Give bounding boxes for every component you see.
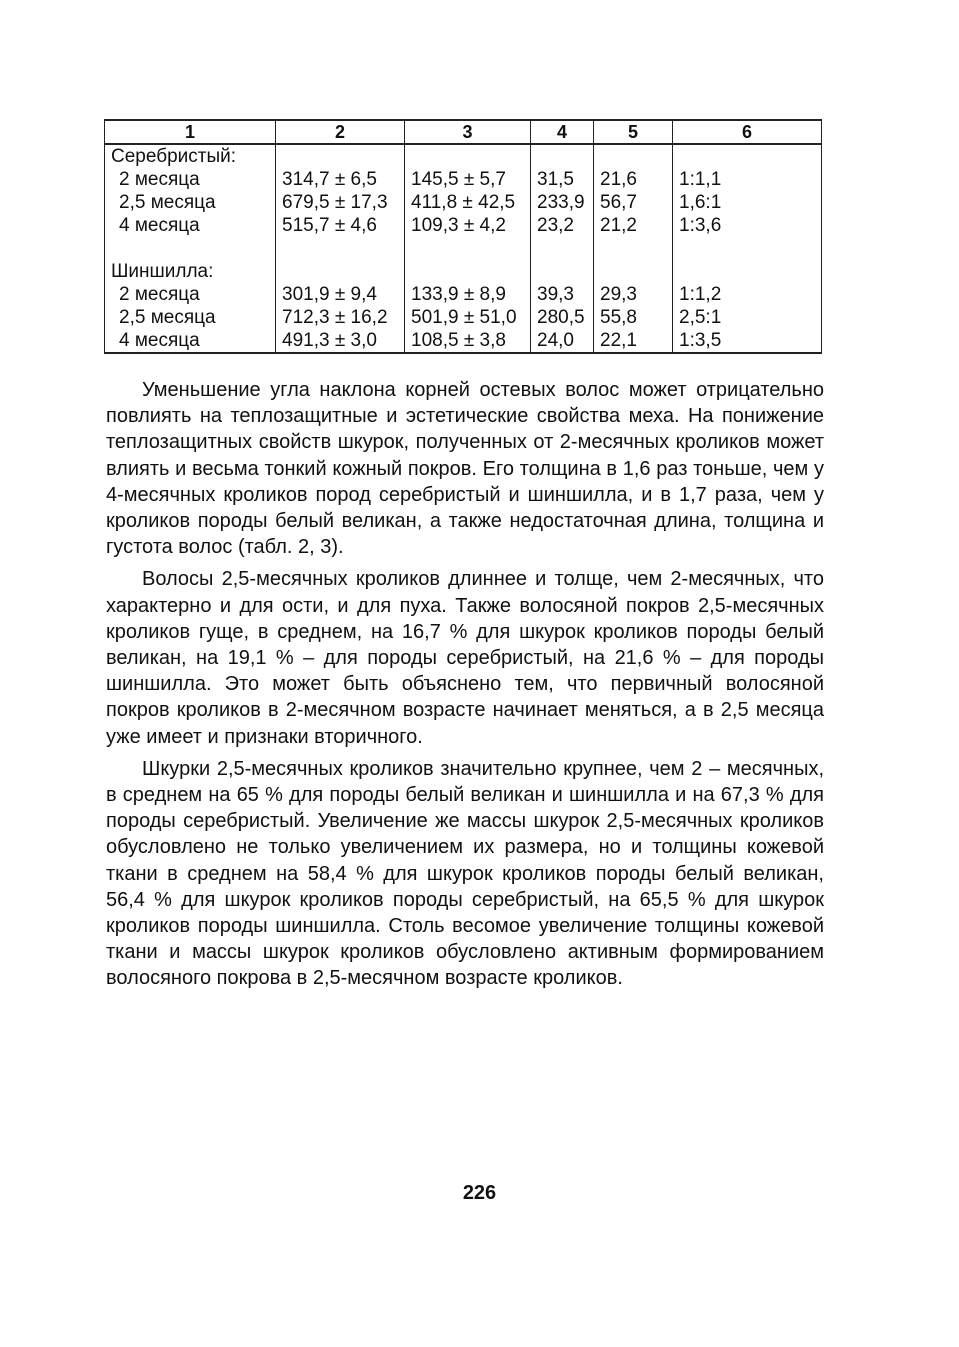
table-cell: 1:3,6 xyxy=(673,214,822,237)
table-row xyxy=(105,191,822,214)
table-cell: 1:1,1 xyxy=(673,168,822,191)
table-cell: 55,8 xyxy=(594,306,673,329)
table-cell: 314,7 ± 6,5 xyxy=(276,168,405,191)
table-row xyxy=(105,214,822,237)
table-cell: 4 месяца xyxy=(105,329,276,353)
paragraph: Шкурки 2,5-месячных кроликов значительно крупнее, чем 2 – месячных, в среднем на 65 % для породы белый великан и шиншилла и на 67,3 % для породы серебристый. Увеличение же массы шкурок 2,5-месячных кроликов обусловлено не только увеличением их размера, но и толщины кожевой ткани в среднем на 58,4 % для шкурок кроликов породы белый великан, 56,4 % для шкурок кроликов породы серебристый, на 65,5 % для шкурок кроликов породы шиншилла. Столь весомое увеличение толщины кожевой ткани и массы шкурок кроликов обусловлено активным формированием волосяного покрова в 2,5-месячном возрасте кроликов. xyxy=(106,757,824,990)
table-cell: 109,3 ± 4,2 xyxy=(405,214,531,237)
table-cell: 280,5 xyxy=(531,306,594,329)
table-header-cell: 1 xyxy=(105,120,276,144)
table-cell: 133,9 ± 8,9 xyxy=(405,283,531,306)
table-row xyxy=(105,144,822,168)
table-cell: 31,5 xyxy=(531,168,594,191)
table-row xyxy=(105,329,822,353)
table-header-row xyxy=(105,120,822,144)
table-cell xyxy=(594,144,673,168)
table-cell: Шиншилла: xyxy=(105,260,276,283)
body-text xyxy=(106,377,824,998)
table-cell: 56,7 xyxy=(594,191,673,214)
table-row xyxy=(105,283,822,306)
table-cell: 2,5 месяца xyxy=(105,306,276,329)
paragraph: Уменьшение угла наклона корней остевых волос может отрицательно повлиять на теплозащитные и эстетические свойства меха. На понижение теплозащитных свойств шкурок, полученных от 2-месячных кроликов может влиять и весьма тонкий кожный покров. Его толщина в 1,6 раз тоньше, чем у 4-месячных кроликов пород серебристый и шиншилла, и в 1,7 раза, чем у кроликов породы белый великан, а также недостаточная длина, толщина и густота волос (табл. 2, 3). xyxy=(106,379,824,559)
table-cell xyxy=(531,144,594,168)
table-cell xyxy=(276,144,405,168)
table-cell: 2,5 месяца xyxy=(105,191,276,214)
table-cell xyxy=(673,237,822,260)
data-table xyxy=(104,119,822,354)
table-cell: 2 месяца xyxy=(105,283,276,306)
table-cell xyxy=(531,237,594,260)
table-row xyxy=(105,306,822,329)
table-cell: 1:1,2 xyxy=(673,283,822,306)
table-cell: 39,3 xyxy=(531,283,594,306)
table-cell: 411,8 ± 42,5 xyxy=(405,191,531,214)
table-cell xyxy=(405,144,531,168)
table-header-cell: 4 xyxy=(531,120,594,144)
table-body xyxy=(105,144,822,353)
table-cell xyxy=(673,144,822,168)
table-cell: 501,9 ± 51,0 xyxy=(405,306,531,329)
table-cell: 515,7 ± 4,6 xyxy=(276,214,405,237)
table-cell xyxy=(594,237,673,260)
table-header-cell: 3 xyxy=(405,120,531,144)
table-cell: 4 месяца xyxy=(105,214,276,237)
table-cell: 2,5:1 xyxy=(673,306,822,329)
table-cell: 29,3 xyxy=(594,283,673,306)
table-cell xyxy=(594,260,673,283)
table-cell: 233,9 xyxy=(531,191,594,214)
table-cell xyxy=(276,260,405,283)
table-row xyxy=(105,168,822,191)
table-cell xyxy=(276,237,405,260)
table-cell: 145,5 ± 5,7 xyxy=(405,168,531,191)
table-cell: 679,5 ± 17,3 xyxy=(276,191,405,214)
table-cell: 301,9 ± 9,4 xyxy=(276,283,405,306)
table-cell: 491,3 ± 3,0 xyxy=(276,329,405,353)
table-cell: 1,6:1 xyxy=(673,191,822,214)
table-header-cell: 2 xyxy=(276,120,405,144)
table-cell: Серебристый: xyxy=(105,144,276,168)
table-cell: 21,2 xyxy=(594,214,673,237)
table-cell xyxy=(531,260,594,283)
table-cell xyxy=(405,260,531,283)
table-cell: 23,2 xyxy=(531,214,594,237)
table-cell xyxy=(405,237,531,260)
table-cell: 22,1 xyxy=(594,329,673,353)
table-header-cell: 5 xyxy=(594,120,673,144)
page-number: 226 xyxy=(462,1182,497,1204)
table-cell: 712,3 ± 16,2 xyxy=(276,306,405,329)
table-cell: 21,6 xyxy=(594,168,673,191)
table-cell: 2 месяца xyxy=(105,168,276,191)
table-cell: 24,0 xyxy=(531,329,594,353)
paragraph: Волосы 2,5-месячных кроликов длиннее и толще, чем 2-месячных, что характерно и для ости, и для пуха. Также волосяной покров 2,5-месячных кроликов гуще, в среднем, на 16,7 % для шкурок кроликов породы белый великан, на 19,1 % – для породы серебристый, на 21,6 % – для породы шиншилла. Это может быть объяснено тем, что первичный волосяной покров кроликов в 2-месячном возрасте начинает меняться, а в 2,5 месяца уже имеет и признаки вторичного. xyxy=(106,568,824,748)
table-cell: 108,5 ± 3,8 xyxy=(405,329,531,353)
table-cell: 1:3,5 xyxy=(673,329,822,353)
table-cell xyxy=(105,237,276,260)
table-cell xyxy=(673,260,822,283)
table-header-cell: 6 xyxy=(673,120,822,144)
table-row xyxy=(105,237,822,260)
table-row xyxy=(105,260,822,283)
